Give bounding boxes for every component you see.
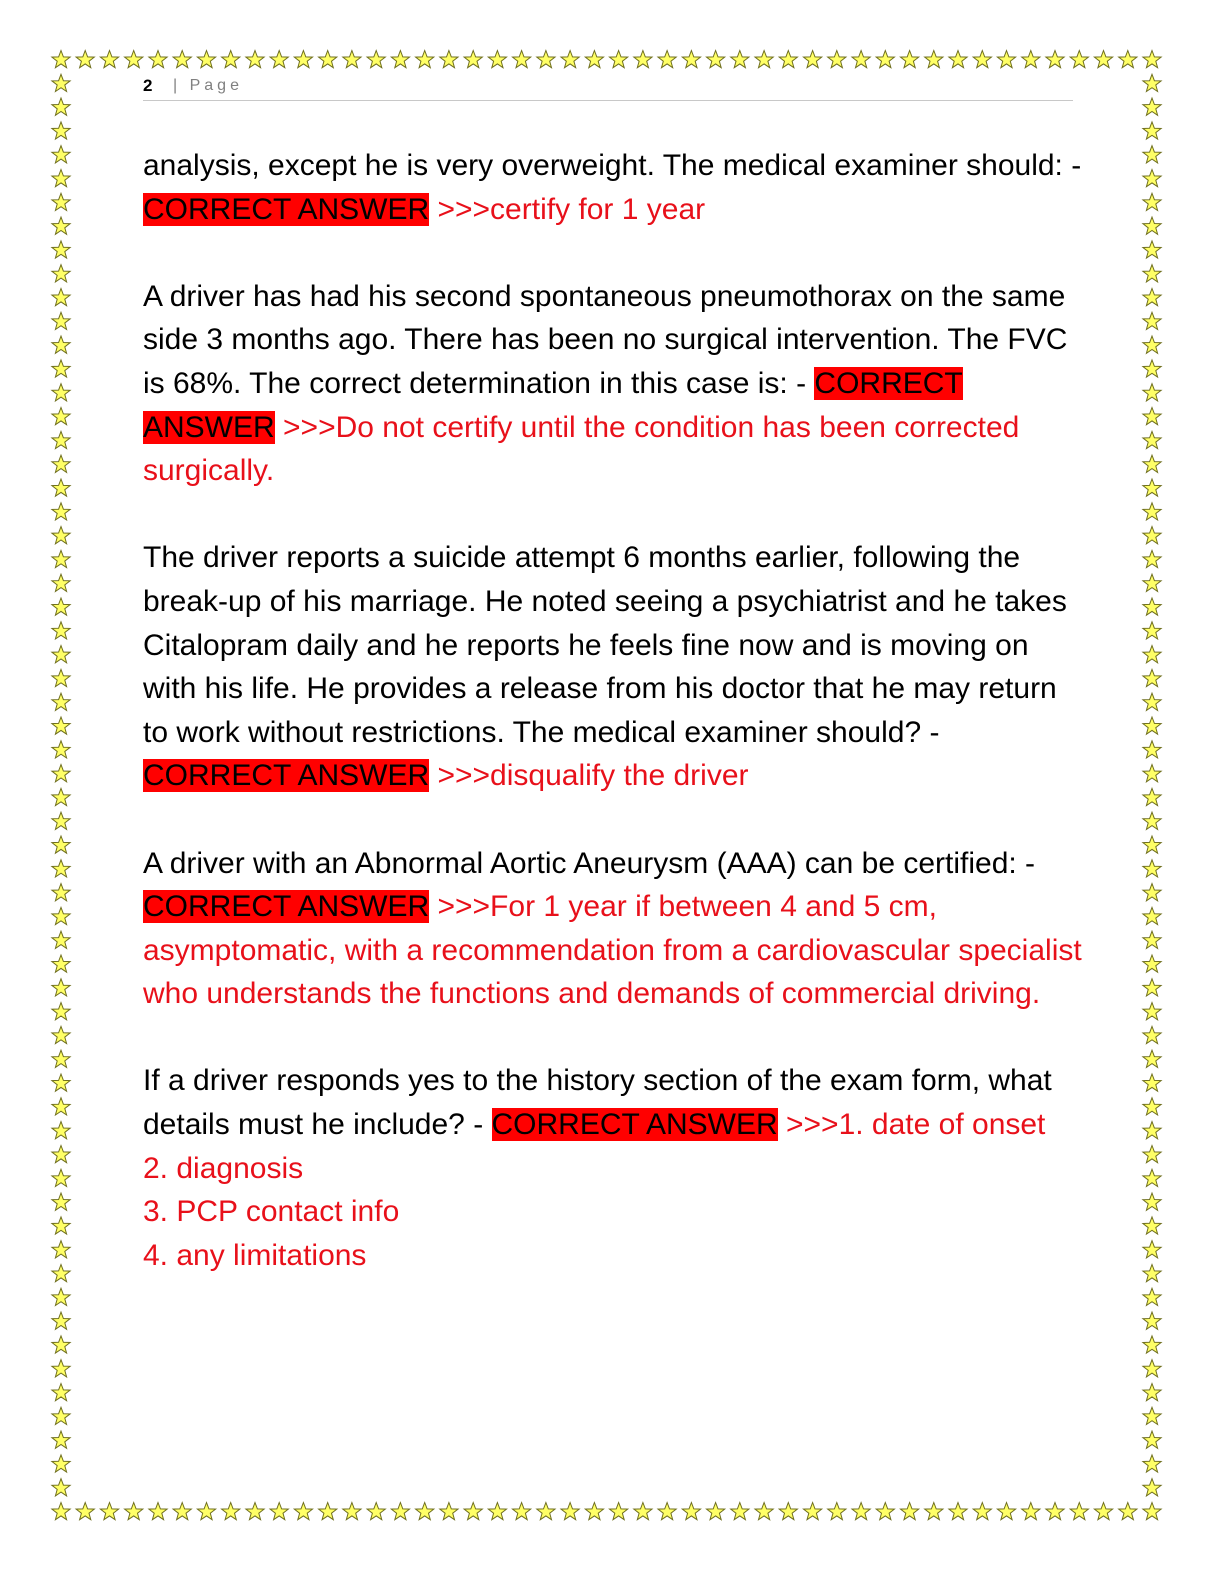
page-number: 2 [143,76,153,95]
page-header [143,74,1073,101]
answer-text: >>>Do not certify until the condition has been corrected surgically. [143,410,1020,488]
qa-item-5 [143,1059,1088,1277]
question-text: If a driver responds yes to the history section of the exam form, what details must he include? - [143,1064,1052,1142]
document-body [143,144,1088,1321]
question-text: The driver reports a suicide attempt 6 months earlier, following the break-up of his marriage. He noted seeing a psychiatrist and he takes Citalopram daily and he reports he feels fine now and is moving on with his life. He provides a release from his doctor that he may return to work without restrictions. The medical examiner should? - [143,541,1067,749]
qa-item-4 [143,842,1088,1016]
page-label: | Page [173,77,243,94]
answer-list-item: 4. any limitations [143,1238,367,1272]
correct-answer-badge: CORRECT ANSWER [143,759,430,793]
answer-text: >>>certify for 1 year [437,192,706,226]
correct-answer-badge: CORRECT ANSWER [143,192,430,226]
answer-text: >>>1. date of onset [786,1108,1046,1142]
question-text: analysis, except he is very overweight. The medical examiner should: - [143,149,1082,182]
correct-answer-badge: CORRECT ANSWER [143,366,963,444]
answer-list-item: 3. PCP contact info [143,1195,400,1229]
answer-text: >>>For 1 year if between 4 and 5 cm, asymptomatic, with a recommendation from a cardiovascular specialist who understands the functions and demands of commercial driving. [143,890,1082,1011]
answer-text: >>>disqualify the driver [437,759,749,793]
correct-answer-badge: CORRECT ANSWER [143,890,430,924]
qa-item-3 [143,536,1088,798]
answer-list-item: 2. diagnosis [143,1151,304,1185]
question-text: A driver with an Abnormal Aortic Aneurysm (AAA) can be certified: - [143,846,1036,880]
correct-answer-badge: CORRECT ANSWER [491,1108,778,1142]
qa-item-1 [143,144,1088,231]
qa-item-2 [143,275,1088,493]
question-text: A driver has had his second spontaneous pneumothorax on the same side 3 months ago. There has been no surgical intervention. The FVC is 68%. The correct determination in this case is: - [143,279,1068,400]
